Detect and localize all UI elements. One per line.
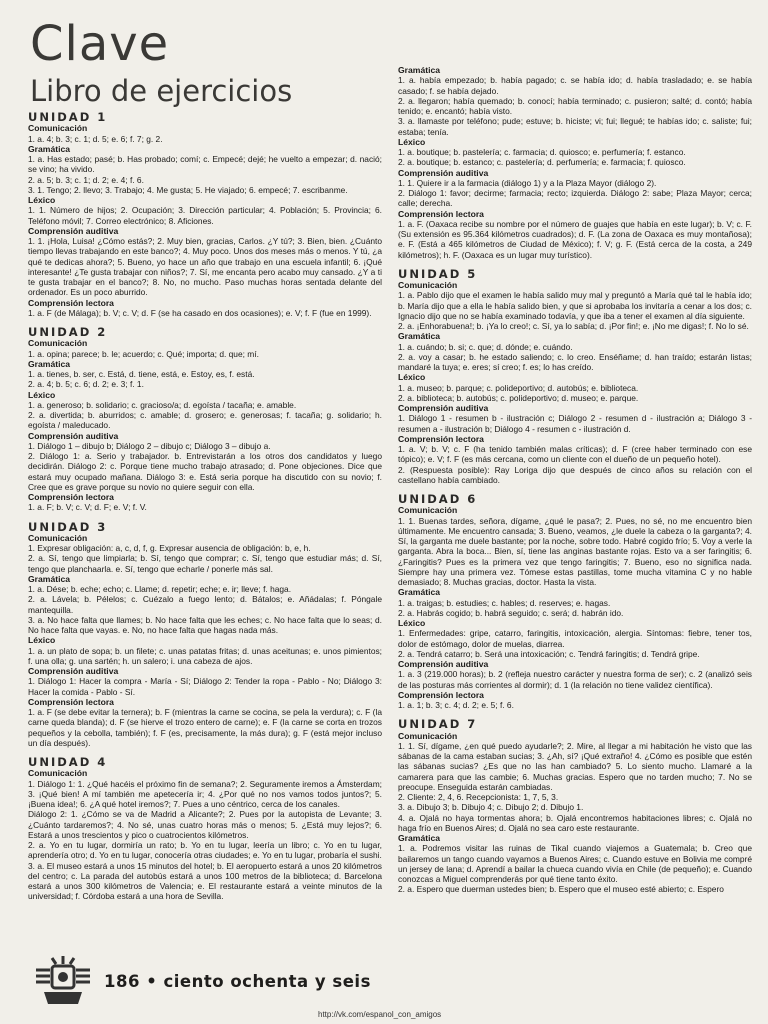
answer-paragraph: Diálogo 2: 1. ¿Cómo se va de Madrid a Alicante?; 2. Pues por la autopista de Levante; 3. ¿Cuánto tardaremos?; 4. No sé, unas cuatro horas más o menos; 5. ¿Está muy lejos?; 6. Estará a unos trescientos y pico o cuatrocientos kilómetros. <box>28 809 382 840</box>
answer-paragraph: 1. Enfermedades: gripe, catarro, faringitis, intoxicación, alergia. Síntomas: fiebre, tener tos, dolor de estómago, dolor de muelas, diarrea. <box>398 628 752 649</box>
answer-paragraph: 3. a. llamaste por teléfono; pude; estuve; b. hiciste; vi; fui; llegué; te habías ido; c. saliste; fui; estaba; tenía. <box>398 116 752 137</box>
section-heading: Gramática <box>398 587 441 598</box>
answer-paragraph: 2. a. Habrás cogido; b. habrá seguido; c. será; d. habrán ido. <box>398 607 624 618</box>
answer-paragraph: 1. Diálogo 1 - resumen b - ilustración c; Diálogo 2 - resumen d - ilustración a; Diálogo 3 - resumen a - ilustración b; Diálogo 4 - resumen c - ilustración d. <box>398 413 752 434</box>
answer-paragraph: 1. a. Has estado; pasé; b. Has probado; comí; c. Empecé; dejé; he vuelto a empezar; d. nació; se vino; ha vivido. <box>28 154 382 175</box>
page-subtitle: Libro de ejercicios <box>30 74 293 108</box>
section-heading: Gramática <box>28 573 71 584</box>
separator-dot: • <box>146 972 158 991</box>
section-heading: Comprensión lectora <box>28 696 114 707</box>
answer-paragraph: 3. a. No hace falta que llames; b. No hace falta que les eches; c. No hace falta que lo seas; d. No hace falta que vayas. e. No, no hace falta que hagas nada más. <box>28 614 382 635</box>
answer-paragraph: 2. a. llegaron; había quemado; b. conocí; había terminado; c. pusieron; salté; d. contó; había tenido; e. encantó; había visto. <box>398 95 752 116</box>
section-heading: Comprensión lectora <box>398 433 484 444</box>
section-heading: Léxico <box>28 635 56 646</box>
answer-paragraph: 3. a. El museo estará a unos 15 minutos del hotel; b. El aeropuerto estará a unos 20 kilómetros del centro; c. La parada del autobús estará a unos 100 metros de la biblioteca; d. Barcelona estará a unos 300 kilómetros de Valencia; e. El restaurante estará a veinte minutos de la universidad; f. Córdoba estará a una hora de Sevilla. <box>28 860 382 902</box>
section-heading: Gramática <box>28 143 71 154</box>
answer-paragraph: 1. a. Podremos visitar las ruinas de Tikal cuando viajemos a Guatemala; b. Creo que bailaremos un tango cuando vayamos a Buenos Aires; c. Cuando estuve en Bolivia me compré un jersey de lana; d. Aprendí a bailar la chueca cuando vivía en Chile (de pequeño); e. Cuando conozcas a Miguel comprenderás por qué tiene tanto éxito. <box>398 843 752 884</box>
answer-paragraph: 2. Diálogo 1: favor; decirme; farmacia; recto; izquierda. Diálogo 2: sabe; Plaza Mayor; cerca; calle; derecha. <box>398 188 752 209</box>
unit-heading: UNIDAD 3 <box>28 519 108 534</box>
unit-heading: UNIDAD 6 <box>398 492 478 506</box>
section-heading: Comunicación <box>28 338 88 349</box>
answer-paragraph: 1. 1. Número de hijos; 2. Ocupación; 3. Dirección particular; 4. Población; 5. Provincia; 6. Teléfono móvil; 7. Correo electrónico; 8. Aficiones. <box>28 205 382 226</box>
answer-paragraph: 2. a. Lávela; b. Pélelos; c. Cuézalo a fuego lento; d. Bátalos; e. Añádalas; f. Póngale mantequilla. <box>28 594 382 615</box>
answer-paragraph: 1. a. Dése; b. eche; echo; c. Llame; d. repetir; eche; e. ir; lleve; f. haga. <box>28 584 292 594</box>
answer-paragraph: 1. a. F (se debe evitar la ternera); b. F (mientras la carne se cocina, se pela la verdura); c. F (la carne queda blanda); d. F (se hierve el trozo entero de carne); e. F (la carne se corta en trozos pequeños y la cebolla, también); f. F (es, precisamente, la más dura); g. F (está mejor incluso un día después). <box>28 707 382 748</box>
answer-column-right <box>398 65 752 895</box>
answer-paragraph: 1. a. boutique; b. pastelería; c. farmacia; d. quiosco; e. perfumería; f. estanco. <box>398 147 686 157</box>
section-heading: Léxico <box>398 136 426 147</box>
section-heading: Comunicación <box>28 123 88 134</box>
section-heading: Comprensión auditiva <box>28 666 119 676</box>
answer-paragraph: 1. Diálogo 1: 1. ¿Qué hacéis el próximo fin de semana?; 2. Seguramente iremos a Ámsterdam; 3. ¡Qué bien! A mí también me apetecería ir; 4. ¿Por qué no nos vamos todos juntos?; 5. ¡Buena idea!; 6. ¿A qué hotel iremos?; 7. Pues a uno céntrico, cerca de los canales. <box>28 778 382 809</box>
section-heading: Comprensión lectora <box>28 297 114 308</box>
answer-paragraph: 1. a. 4; b. 3; c. 1; d. 5; e. 6; f. 7; g. 2. <box>28 133 163 144</box>
section-heading: Comunicación <box>398 505 458 516</box>
answer-paragraph: 1. a. traigas; b. estudies; c. hables; d. reserves; e. hagas. <box>398 597 611 608</box>
answer-paragraph: 1. a. 3 (219.000 horas); b. 2 (refleja nuestro carácter y nuestra forma de ser); c. 2 (analizó seis de las posturas más corrientes al dormir); d. 1 (la relación no tiene validez científica). <box>398 669 752 690</box>
unit-heading: UNIDAD 7 <box>398 717 478 732</box>
section-heading: Comprensión auditiva <box>28 225 119 236</box>
page-number-line <box>104 972 371 991</box>
answer-paragraph: 2. a. 4; b. 5; c. 6; d. 2; e. 3; f. 1. <box>28 379 144 390</box>
section-heading: Gramática <box>398 65 441 75</box>
answer-paragraph: 1. a. opina; parece; b. le; acuerdo; c. Qué; importa; d. que; mí. <box>28 348 259 359</box>
page-number-words: ciento ochenta y seis <box>163 972 371 991</box>
section-heading: Comunicación <box>28 768 88 779</box>
section-heading: Comprensión auditiva <box>398 167 489 178</box>
answer-column-left <box>28 112 382 902</box>
answer-paragraph: 2. a. Espero que duerman ustedes bien; b. Espero que el museo esté abierto; c. Espero <box>398 884 724 895</box>
section-heading: Comprensión lectora <box>28 492 114 502</box>
answer-paragraph: 2. a. Yo en tu lugar, dormiría un rato; b. Yo en tu lugar, leería un libro; c. Yo en tu lugar, aprendería otro; d. Yo en tu lugar, conocería otras ciudades; e. Yo en tu lugar, probaría el sushi. <box>28 840 382 861</box>
section-heading: Comprensión lectora <box>398 208 484 219</box>
answer-paragraph: 1. a. 1; b. 3; c. 4; d. 2; e. 5; f. 6. <box>398 700 514 710</box>
aztec-emblem-icon <box>32 956 94 1015</box>
section-heading: Léxico <box>28 389 56 400</box>
answer-paragraph: 1. Diálogo 1 – dibujo b; Diálogo 2 – dibujo c; Diálogo 3 – dibujo a. <box>28 440 271 451</box>
answer-paragraph: 2. a. ¡Enhorabuena!; b. ¡Ya lo creo!; c. Sí, ya lo sabía; d. ¡Por fin!; e. ¡No me digas!; f. No lo sé. <box>398 321 749 331</box>
unit-heading: UNIDAD 4 <box>28 755 108 769</box>
answer-paragraph: 2. a. 5; b. 3; c. 1; d. 2; e. 4; f. 6. <box>28 174 144 185</box>
answer-paragraph: 1. a. había empezado; b. había pagado; c. se había ido; d. había trasladado; e. se había casado; f. se había dejado. <box>398 75 752 96</box>
section-heading: Gramática <box>398 833 441 843</box>
answer-paragraph: 1. a. un plato de sopa; b. un filete; c. unas patatas fritas; d. unas aceitunas; e. unos pimientos; f. una olla; g. una sartén; h. un salero; i. una cabeza de ajos. <box>28 645 382 666</box>
answer-paragraph: 1. a. F. (Oaxaca recibe su nombre por el número de guajes que había en este lugar); b. V; c. F. (Su extensión es 95.364 kilómetros cuadrados); d. F. (La zona de Oaxaca es muy montañosa); e. F. (Está a 465 kilómetros de Ciudad de México); f. V; g. F. (Está cerca de la costa, a 249 kilómetros); h. F. (Oaxaca es un lugar muy turístico). <box>398 218 752 260</box>
page-title: Clave <box>30 16 170 72</box>
section-heading: Léxico <box>398 372 426 383</box>
answer-paragraph: 2. a. boutique; b. estanco; c. pastelería; d. perfumería; e. farmacia; f. quiosco. <box>398 157 686 168</box>
answer-paragraph: 1. Expresar obligación: a, c, d, f, g. Expresar ausencia de obligación: b, e, h. <box>28 543 311 553</box>
answer-paragraph: 2. a. voy a casar; b. he estado saliendo; c. lo creo. Enséñame; d. han traído; estarán listas; mandaré la tuya; e. eres; sí creo; f. es; lo has creído. <box>398 351 752 372</box>
unit-heading: UNIDAD 1 <box>28 110 108 124</box>
answer-paragraph: 1. a. tienes, b. ser, c. Está, d. tiene, está, e. Estoy, es, f. está. <box>28 369 255 379</box>
answer-paragraph: 1. Diálogo 1: Hacer la compra - María - Sí; Diálogo 2: Tender la ropa - Pablo - No; Diálogo 3: Hacer la comida - Pablo - Sí. <box>28 676 382 697</box>
section-heading: Comunicación <box>398 280 458 290</box>
answer-paragraph: 3. a. Dibujo 3; b. Dibujo 4; c. Dibujo 2; d. Dibujo 1. <box>398 802 584 813</box>
unit-heading: UNIDAD 5 <box>398 266 478 281</box>
answer-paragraph: 1. a. F; b. V; c. V; d. F; e. V; f. V. <box>28 502 147 513</box>
answer-paragraph: 2. a. Tendrá catarro; b. Será una intoxicación; c. Tendrá faringitis; d. Tendrá gripe. <box>398 648 700 659</box>
answer-paragraph: 2. Diálogo 1: a. Serio y trabajador. b. Entrevistarán a los otros dos candidatos y luego decidirán. Diálogo 2: c. Porque tiene mucho trabajo atrasado; d. Pone objeciones. Dice que estará muy ocupado mañana. Diálogo 3: e. Está seria porque ha discutido con su novio; f. Cree que es grave porque su novio no quiere seguir con ella. <box>28 451 382 492</box>
answer-paragraph: 1. a. V; b. V; c. F (ha tenido también malas críticas); d. F (cree haber terminado con ese tópico); e. V; f. F (es más cercana, como un cliente con el dueño de un pequeño hotel). <box>398 444 752 465</box>
section-heading: Comprensión auditiva <box>28 430 119 441</box>
section-heading: Gramática <box>398 331 441 342</box>
answer-paragraph: 1. 1. Sí, dígame, ¿en qué puedo ayudarle?; 2. Mire, al llegar a mi habitación he visto que las sábanas de la cama estaban sucias; 3. ¿Ah, sí? ¡Qué extraño! 4. ¿Cómo es posible que estén las sábanas sucias? ¿Es que no las han cambiado? 5. Lo siento mucho. Llamaré a la camarera para que las cambie; 6. Muchas gracias. Espero que no tarden mucho; 7. No se preocupe. Enseguida estarán cambiadas. <box>398 740 752 792</box>
unit-heading: UNIDAD 2 <box>28 325 108 339</box>
answer-paragraph: 3. 1. Tengo; 2. llevo; 3. Trabajo; 4. Me gusta; 5. He viajado; 6. empecé; 7. escribanme. <box>28 184 348 195</box>
answer-paragraph: 1. a. generoso; b. solidario; c. gracioso/a; d. egoísta / tacaña; e. amable. <box>28 399 297 410</box>
page-number: 186 <box>104 972 140 991</box>
section-heading: Comprensión auditiva <box>398 659 489 669</box>
answer-paragraph: 2. a. divertida; b. aburridos; c. amable; d. grosero; e. generosas; f. tacaña; g. solidario; h. egoísta / maleducado. <box>28 410 382 431</box>
answer-paragraph: 1. 1. Buenas tardes, señora, dígame, ¿qué le pasa?; 2. Pues, no sé, no me encuentro bien últimamente. Me encuentro cansada; 3. Bueno, veamos, ¿le duele la cabeza o la garganta?; 4. Sí, la garganta me duele bastante; por la noche, sobre todo. Habré cogido frío; 5. Voy a verle la garganta. Abra la boca... Bien, sí, tiene las anginas bastante rojas. Esto va a ser faringitis; 6. ¿Faringitis? Pues es la primera vez que tengo faringitis; 7. Bueno, eso no significa nada. Siempre hay una primera vez. Tómese estas pastillas, tome mucha vitamina C y no hable demasiado; 8. Muchas gracias, doctor. Hasta la vista. <box>398 515 752 587</box>
answer-paragraph: 4. a. Ojalá no haya tormentas ahora; b. Ojalá encontremos habitaciones libres; c. Ojalá no haga frío en Buenos Aires; d. Ojalá no sea caro este restaurante. <box>398 812 752 833</box>
section-heading: Léxico <box>28 195 56 205</box>
answer-paragraph: 1. a. cuándo; b. si; c. que; d. dónde; e. cuándo. <box>398 341 573 352</box>
section-heading: Comprensión auditiva <box>398 403 489 413</box>
answer-paragraph: 2. Cliente: 2, 4, 6. Recepcionista: 1, 7, 5, 3. <box>398 792 559 802</box>
source-url: http://vk.com/espanol_con_amigos <box>318 1010 442 1019</box>
section-heading: Comunicación <box>398 730 458 741</box>
answer-paragraph: 1. a. F (de Málaga); b. V; c. V; d. F (se ha casado en dos ocasiones); e. V; f. F (fue en 1999). <box>28 307 372 318</box>
answer-paragraph: 2. (Respuesta posible): Ray Loriga dijo que después de cinco años su relación con el castellano había cambiado. <box>398 464 752 485</box>
section-heading: Léxico <box>398 618 426 628</box>
answer-paragraph: 1. a. museo; b. parque; c. polideportivo; d. autobús; e. biblioteca. <box>398 382 639 393</box>
answer-paragraph: 2. a. Sí, tengo que limpiarla; b. Sí, tengo que comprar; c. Sí, tengo que estudiar más; d. Sí, tengo que planchaarla. e. Sí, tengo que echarle / ponerle más sal. <box>28 553 382 574</box>
section-heading: Comunicación <box>28 532 88 543</box>
answer-paragraph: 2. a. biblioteca; b. autobús; c. polideportivo; d. museo; e. parque. <box>398 392 639 403</box>
answer-paragraph: 1. a. Pablo dijo que el examen le había salido muy mal y preguntó a María qué tal le había ido; b. María dijo que a ella le había salido bien, y que si aprobaba los invitaría a cenar a los dos; c. Ignacio dijo que no se había examinado todavía, y que iba a tener el examen al día siguiente. <box>398 290 752 321</box>
section-heading: Gramática <box>28 358 71 369</box>
answer-paragraph: 1. 1. ¡Hola, Luisa! ¿Cómo estás?; 2. Muy bien, gracias, Carlos. ¿Y tú?; 3. Bien, bien. ¿Cuánto tiempo llevas trabajando en este banco?; 4. Muy poco. Unos dos meses más o menos. Y tú, ¿a qué te dedicas ahora?; 5. Bueno, yo hace un año que trabajo en una escuela infantil; 6. ¡Qué interesante! ¿Te gusta trabajar con niños?; 7. Sí, me encanta pero acabo muy cansado. ¿Y a ti te gusta trabajar en el banco?; 8. No, no mucho. Paso muchas horas sentada delante del ordenador. Es un poco aburrido. <box>28 236 382 298</box>
page-footer <box>32 964 752 1004</box>
answer-paragraph: 1. 1. Quiere ir a la farmacia (diálogo 1) y a la Plaza Mayor (diálogo 2). <box>398 177 657 188</box>
section-heading: Comprensión lectora <box>398 689 484 700</box>
